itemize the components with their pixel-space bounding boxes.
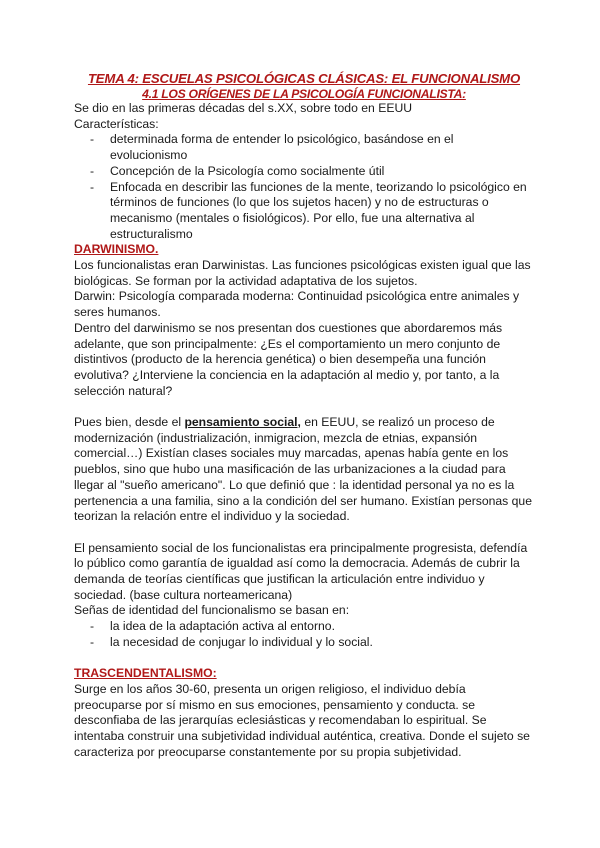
spacer: [74, 651, 534, 667]
intro-line: Se dio en las primeras décadas del s.XX, sobre todo en EEUU: [74, 101, 413, 115]
spacer: [74, 525, 534, 541]
trascendentalismo-heading: TRASCENDENTALISMO:: [74, 666, 217, 681]
darwinismo-paragraph-3: Dentro del darwinismo se nos presentan dos cuestiones que abordaremos más adelante, que son principalmente: ¿Es el comportamiento un mero conjunto de distintivos (producto de la herencia genética) o bien desempeña una función evolutiva? ¿Interviene la conciencia en la adaptación al medio y, por tanto, a la selección natural?: [74, 320, 503, 398]
characteristics-list: [74, 132, 534, 242]
identity-label: Señas de identidad del funcionalismo se basan en:: [74, 603, 350, 618]
list-item: - la idea de la adaptación activa al entorno.: [110, 619, 534, 635]
pensamiento-paragraph: [74, 415, 534, 525]
darwinismo-paragraph-1: Los funcionalistas eran Darwinistas. Las funciones psicológicas existen igual que las biológicas. Se forman por la actividad adaptativa de los sujetos.: [74, 258, 531, 288]
list-item: - Enfocada en describir las funciones de la mente, teorizando lo psicológico en términos de funciones (lo que los sujetos hacen) y no de estructuras o mecanismo (mentales o fisiológicos). Por ello, fue una alternativa al estructuralismo: [110, 180, 534, 243]
trascendentalismo-paragraph: Surge en los años 30-60, presenta un origen religioso, el individuo debía preocuparse por sí mismo en sus emociones, pensamiento y conducta. se desconfiaba de las jerarquías eclesiásticas y recomendaban lo espiritual. Se intentaba construir una subjetividad individual auténtica, creativa. Donde el sujeto se caracteriza por preocuparse constantemente por su propia subjetividad.: [74, 681, 530, 759]
document-title: TEMA 4: ESCUELAS PSICOLÓGICAS CLÁSICAS: EL FUNCIONALISMO: [87, 71, 521, 86]
characteristics-label: Características:: [74, 116, 159, 131]
darwinismo-heading: DARWINISMO.: [74, 242, 159, 257]
list-item: - la necesidad de conjugar lo individual y lo social.: [110, 635, 534, 651]
document-page: [74, 70, 534, 760]
list-item: - Concepción de la Psicología como socialmente útil: [110, 164, 534, 180]
pensamiento-lead: Pues bien, desde el: [74, 415, 185, 430]
pensamiento-emphasis: pensamiento social,: [184, 415, 301, 430]
pensamiento-rest: en EEUU, se realizó un proceso de modernización (industrialización, inmigracion, mezcla de etnias, expansión comercial…) Existían clases sociales muy marcadas, apenas había gente en los pueblos, sino que hubo una masificación de las urbanizaciones a la ciudad para llegar al "sueño americano". Lo que definió que : la identidad personal ya no es la pertenencia a una familia, sino a la condición del ser humano. Existían personas que teorizan la relación entre el individuo y la sociedad.: [74, 415, 532, 524]
spacer: [74, 399, 534, 415]
identity-list: [74, 619, 534, 650]
darwinismo-paragraph-2: Darwin: Psicología comparada moderna: Continuidad psicológica entre animales y seres humanos.: [74, 289, 520, 320]
list-item: - determinada forma de entender lo psicológico, basándose en el evolucionismo: [110, 132, 534, 163]
progresista-paragraph: El pensamiento social de los funcionalistas era principalmente progresista, defendía lo público como garantía de igualdad así como la democracia. Además de cubrir la demanda de teorías científicas que justifican la articulación entre individuo y sociedad. (base cultura norteamericana): [74, 540, 528, 602]
section-subtitle: 4.1 LOS ORÍGENES DE LA PSICOLOGÍA FUNCIONALISTA:: [142, 87, 466, 101]
